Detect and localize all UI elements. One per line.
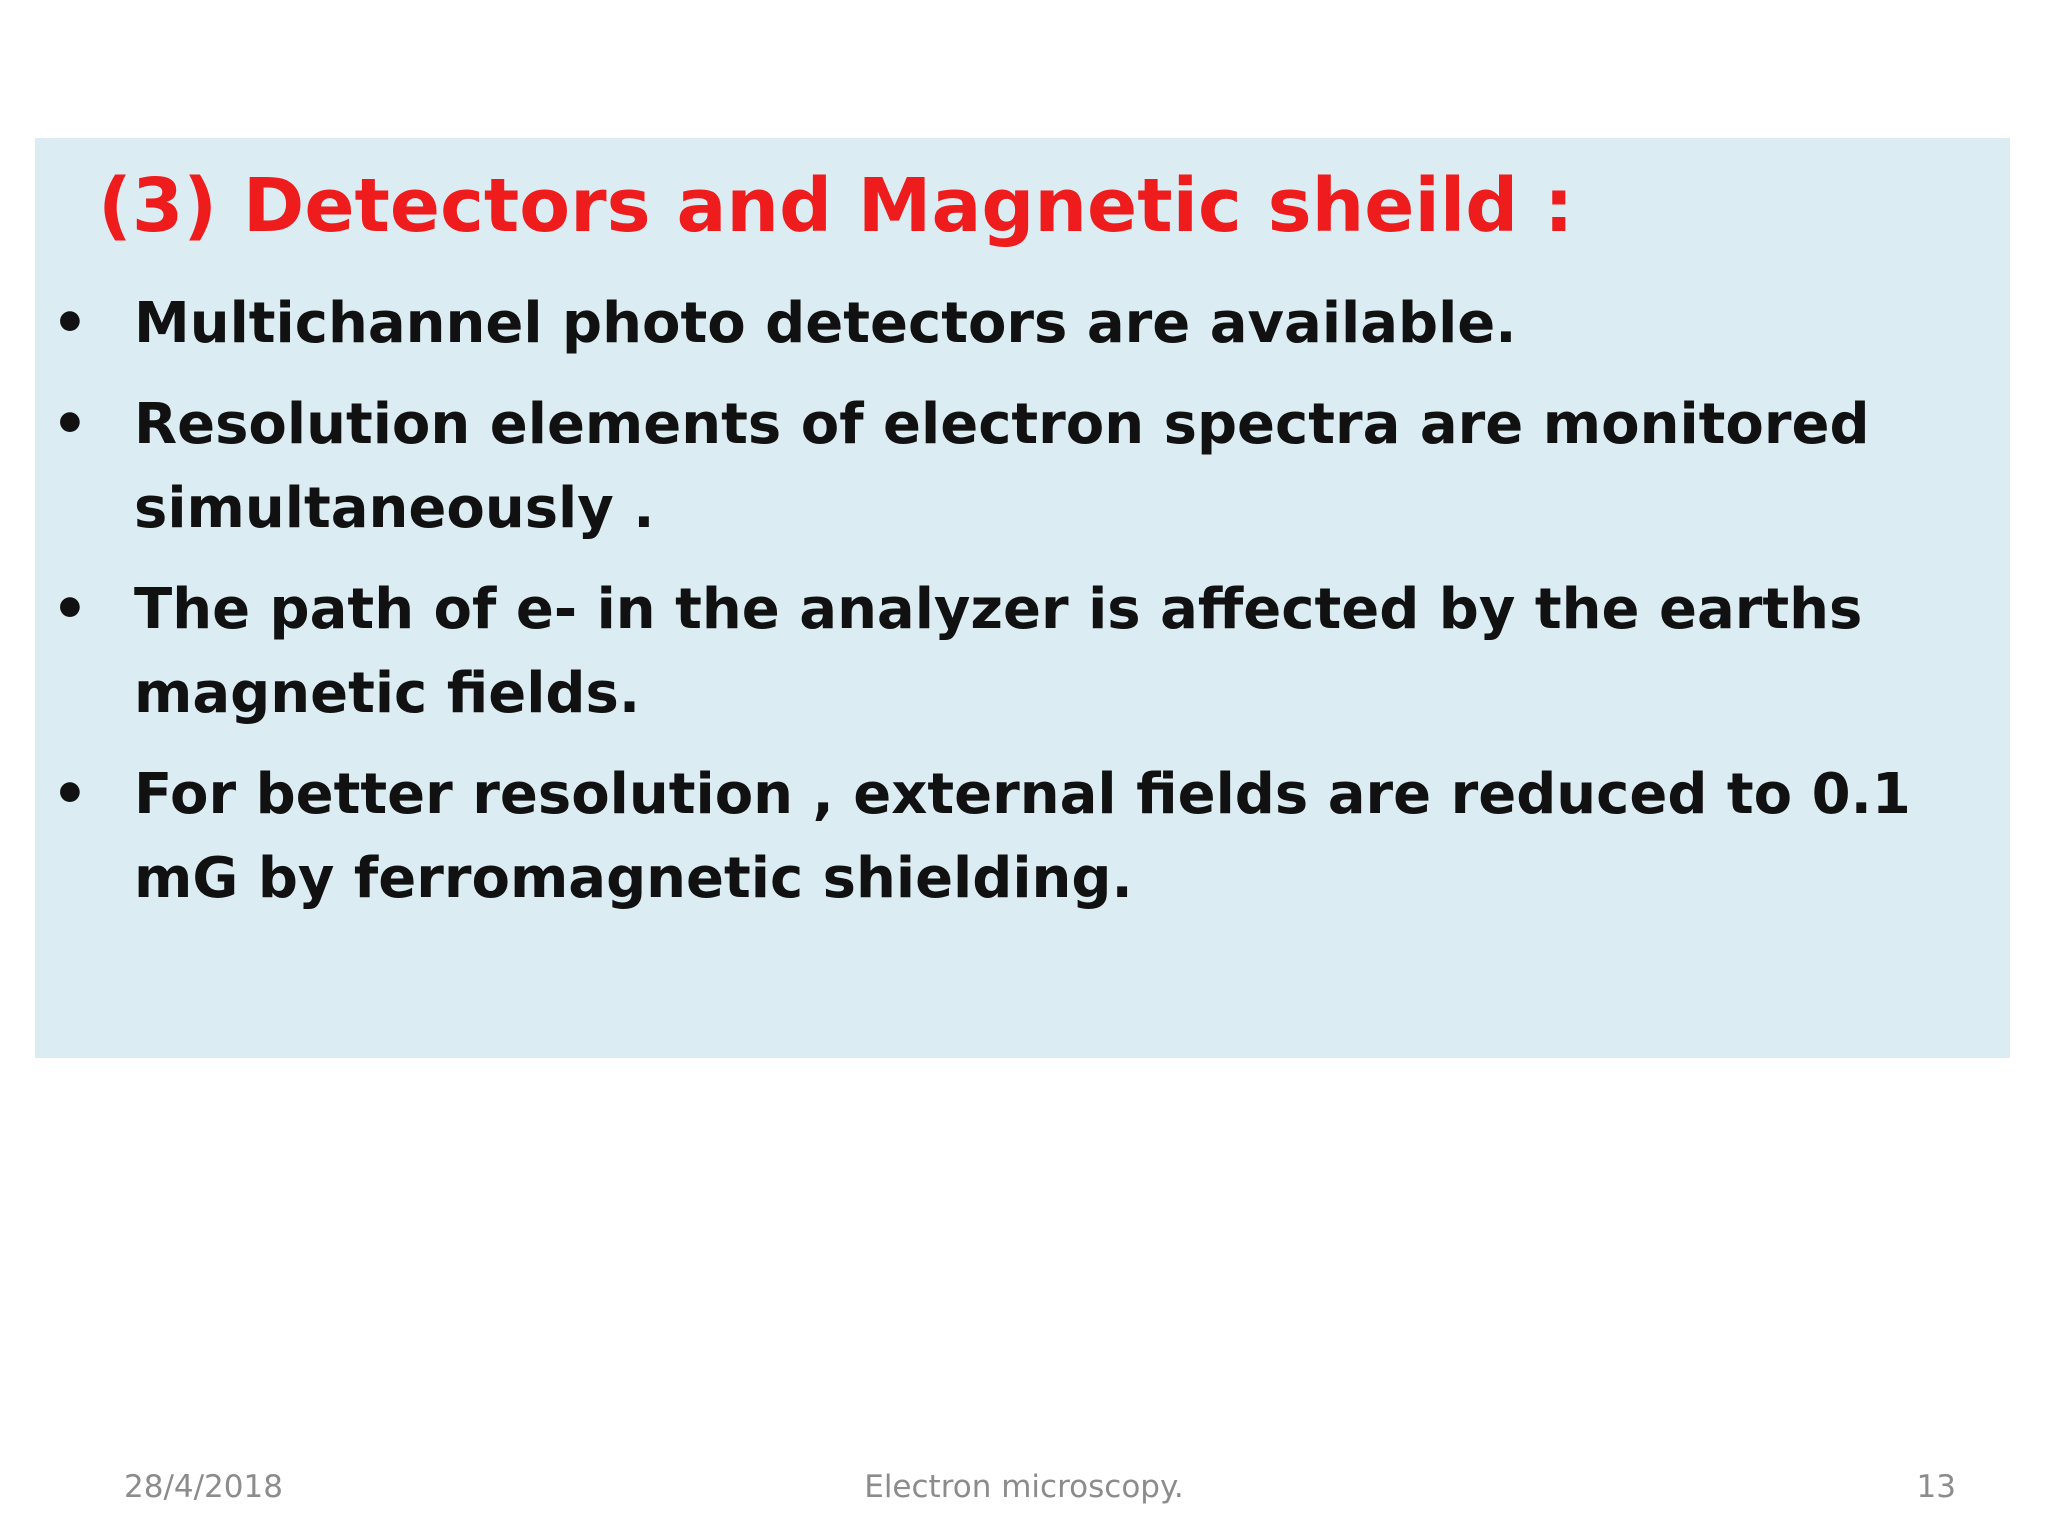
- footer-date: 28/4/2018: [124, 1469, 283, 1505]
- bullet-icon: •: [52, 392, 88, 457]
- bullet-list: [52, 282, 1982, 938]
- bullet-text: Resolution elements of electron spectra are monitored simultaneously .: [134, 392, 1870, 541]
- bullet-text: Multichannel photo detectors are available.: [134, 291, 1517, 356]
- page-number: 13: [1916, 1469, 1956, 1505]
- footer-title: Electron microscopy.: [864, 1469, 1184, 1505]
- bullet-icon: •: [52, 291, 88, 356]
- bullet-icon: •: [52, 577, 88, 642]
- bullet-text: For better resolution , external fields are reduced to 0.1 mG by ferromagnetic shielding.: [134, 762, 1911, 911]
- bullet-item: [52, 282, 1982, 366]
- bullet-text: The path of e- in the analyzer is affected by the earths magnetic fields.: [134, 577, 1863, 726]
- bullet-item: [52, 753, 1982, 921]
- bullet-item: [52, 568, 1982, 736]
- bullet-item: [52, 383, 1982, 551]
- bullet-icon: •: [52, 762, 88, 827]
- slide-title: (3) Detectors and Magnetic sheild :: [98, 163, 1574, 249]
